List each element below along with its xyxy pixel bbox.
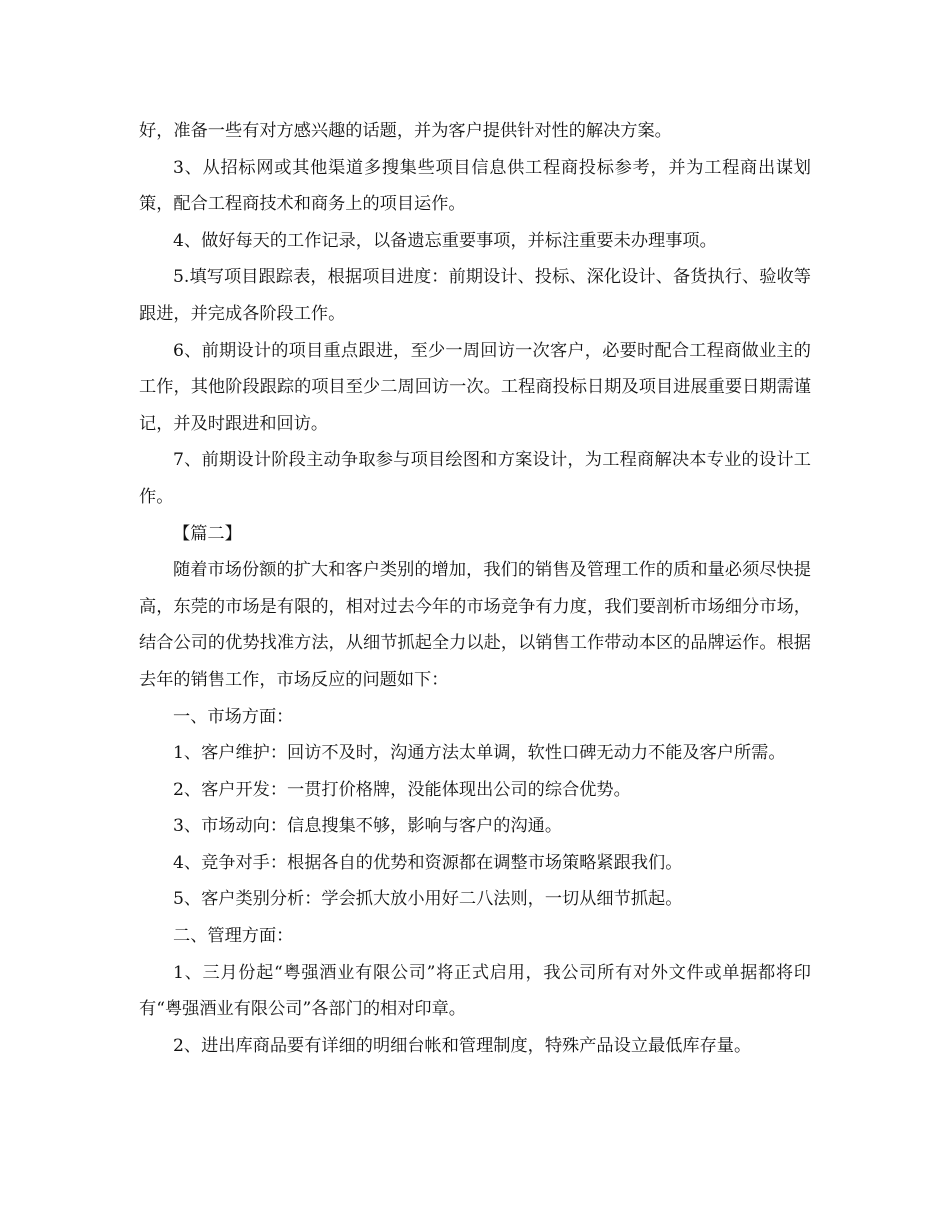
- subheading-market: 一、市场方面：: [173, 706, 294, 727]
- paragraph-item-4-work-record: 4、做好每天的工作记录，以备遗忘重要事项，并标注重要未办理事项。: [173, 230, 717, 251]
- paragraph-market-item-5: 5、客户类别分析：学会抓大放小用好二八法则，一切从细节抓起。: [173, 889, 683, 910]
- paragraph-management-item-2: 2、进出库商品要有详细的明细台帐和管理制度，特殊产品设立最低库存量。: [173, 1035, 752, 1056]
- paragraph-market-item-4: 4、竞争对手：根据各自的优势和资源都在调整市场策略紧跟我们。: [173, 852, 683, 873]
- paragraph-intro: 随着市场份额的扩大和客户类别的增加，我们的销售及管理工作的质和量必须尽快提高，东莞的市场是有限的，相对过去今年的市场竞争有力度，我们要剖析市场细分市场，结合公司的优势找准方法，从细节抓起全力以赴，以销售工作带动本区的品牌运作。根据去年的销售工作，市场反应的问题如下：: [139, 560, 811, 690]
- paragraph-item-7-design: 7、前期设计阶段主动争取参与项目绘图和方案设计，为工程商解决本专业的设计工作。: [139, 450, 811, 507]
- subheading-management: 二、管理方面：: [173, 926, 294, 947]
- document-body: [139, 113, 811, 1064]
- section-heading-part-two: 【篇二】: [173, 523, 242, 544]
- paragraph-market-item-2: 2、客户开发：一贯打价格牌，没能体现出公司的综合优势。: [173, 779, 631, 800]
- paragraph-item-5-tracking-table: 5.填写项目跟踪表，根据项目进度：前期设计、投标、深化设计、备货执行、验收等跟进，并完成各阶段工作。: [139, 267, 811, 324]
- paragraph-management-item-1: 1、三月份起“粤强酒业有限公司”将正式启用，我公司所有对外文件或单据都将印有“粤强酒业有限公司”各部门的相对印章。: [139, 962, 811, 1020]
- paragraph-continuation: 好，准备一些有对方感兴趣的话题，并为客户提供针对性的解决方案。: [139, 121, 672, 141]
- paragraph-item-3-bidding: 3、从招标网或其他渠道多搜集些项目信息供工程商投标参考，并为工程商出谋划策，配合工程商技术和商务上的项目运作。: [139, 157, 811, 215]
- paragraph-market-item-3: 3、市场动向：信息搜集不够，影响与客户的沟通。: [173, 816, 563, 837]
- paragraph-item-6-follow-up: 6、前期设计的项目重点跟进，至少一周回访一次客户，必要时配合工程商做业主的工作，其他阶段跟踪的项目至少二周回访一次。工程商投标日期及项目进展重要日期需谨记，并及时跟进和回访。: [139, 340, 811, 434]
- paragraph-market-item-1: 1、客户维护：回访不及时，沟通方法太单调，软性口碑无动力不能及客户所需。: [173, 743, 786, 764]
